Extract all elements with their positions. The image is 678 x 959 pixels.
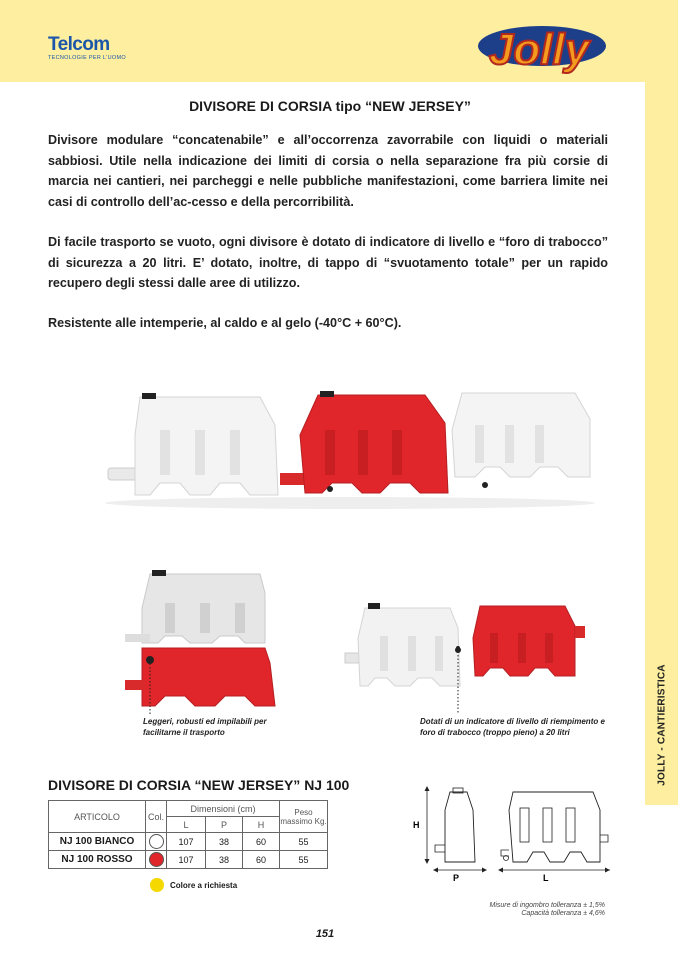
cell-h: 60: [243, 851, 280, 869]
col-color: Col.: [146, 801, 167, 833]
col-dimensions: Dimensioni (cm): [167, 801, 280, 817]
yellow-dot-icon: [150, 878, 164, 892]
cell-l: 107: [167, 833, 206, 851]
telcom-logo: [48, 36, 126, 61]
color-swatch-red: [149, 852, 164, 867]
dim-label-l: L: [543, 873, 549, 883]
paragraph-3: Resistente alle intemperie, al caldo e al gelo (-40°C + 60°C).: [48, 316, 402, 330]
caption-indicator-pointer: [448, 646, 468, 716]
side-tab-label: [645, 645, 678, 805]
cell-article: NJ 100 ROSSO: [49, 851, 146, 869]
cell-p: 38: [206, 833, 243, 851]
tolerance-notes: [430, 902, 605, 918]
dim-label-h: H: [413, 820, 420, 830]
barriers-chain-image: [100, 385, 600, 510]
caption-stacked: Leggeri, robusti ed impilabili per facilitarne il trasporto: [143, 717, 267, 737]
cell-weight: 55: [280, 851, 328, 869]
brand-name: Telcom: [48, 34, 110, 55]
table-row: [49, 833, 328, 851]
paragraph-1: Divisore modulare “concatenabile” e all’occorrenza zavorrabile con liquidi o materiali sabbiosi. Utile nella indicazione dei limiti di corsia o nella separazione fra più corsie di marcia nei cantieri, nei parcheggi e nelle pubbliche manifestazioni, come barriera limite nei casi di controllo dell’ac-cesso e della percorribilità.: [48, 133, 608, 209]
cell-color: [146, 833, 167, 851]
tolerance-line-2: Capacità tolleranza ± 4,6%: [521, 910, 605, 917]
jolly-logo: [472, 20, 606, 76]
paragraph-2: Di facile trasporto se vuoto, ogni divisore è dotato di indicatore di livello e “foro di trabocco” di sicurezza a 20 litri. E’ dotato, inoltre, di tappo di “svuotamento totale” per un rapido recupero degli stessi dalle aree di utilizzo.: [48, 235, 608, 290]
page-number: 151: [315, 928, 335, 940]
sub-h: H: [243, 817, 280, 833]
cell-h: 60: [243, 833, 280, 851]
cell-article: NJ 100 BIANCO: [49, 833, 146, 851]
cell-p: 38: [206, 851, 243, 869]
spec-table: [48, 800, 328, 869]
cell-weight: 55: [280, 833, 328, 851]
col-weight: Peso massimo Kg.: [280, 801, 328, 833]
jolly-logo-text: Jolly: [488, 25, 590, 74]
section-title: DIVISORE DI CORSIA “NEW JERSEY” NJ 100: [48, 777, 350, 793]
sub-p: P: [206, 817, 243, 833]
cell-color: [146, 851, 167, 869]
caption-stack-pointer: [140, 660, 160, 716]
color-note-text: Colore a richiesta: [170, 880, 238, 890]
sub-l: L: [167, 817, 206, 833]
cell-l: 107: [167, 851, 206, 869]
side-tab-text: JOLLY - CANTIERISTICA: [656, 664, 667, 786]
page-title: DIVISORE DI CORSIA tipo “NEW JERSEY”: [189, 98, 471, 114]
tolerance-line-1: Misure di ingombro tolleranza ± 1,5%: [489, 902, 605, 909]
color-note: [150, 878, 237, 892]
color-swatch-white: [149, 834, 164, 849]
dimension-diagram: [405, 780, 610, 885]
brand-tagline: TECNOLOGIE PER L'UOMO: [48, 55, 126, 61]
table-row: [49, 851, 328, 869]
caption-indicator: Dotati di un indicatore di livello di riempimento e foro di trabocco (troppo pieno) a 20 litri: [420, 717, 605, 737]
col-article: ARTICOLO: [49, 801, 146, 833]
dim-label-p: P: [453, 873, 460, 883]
